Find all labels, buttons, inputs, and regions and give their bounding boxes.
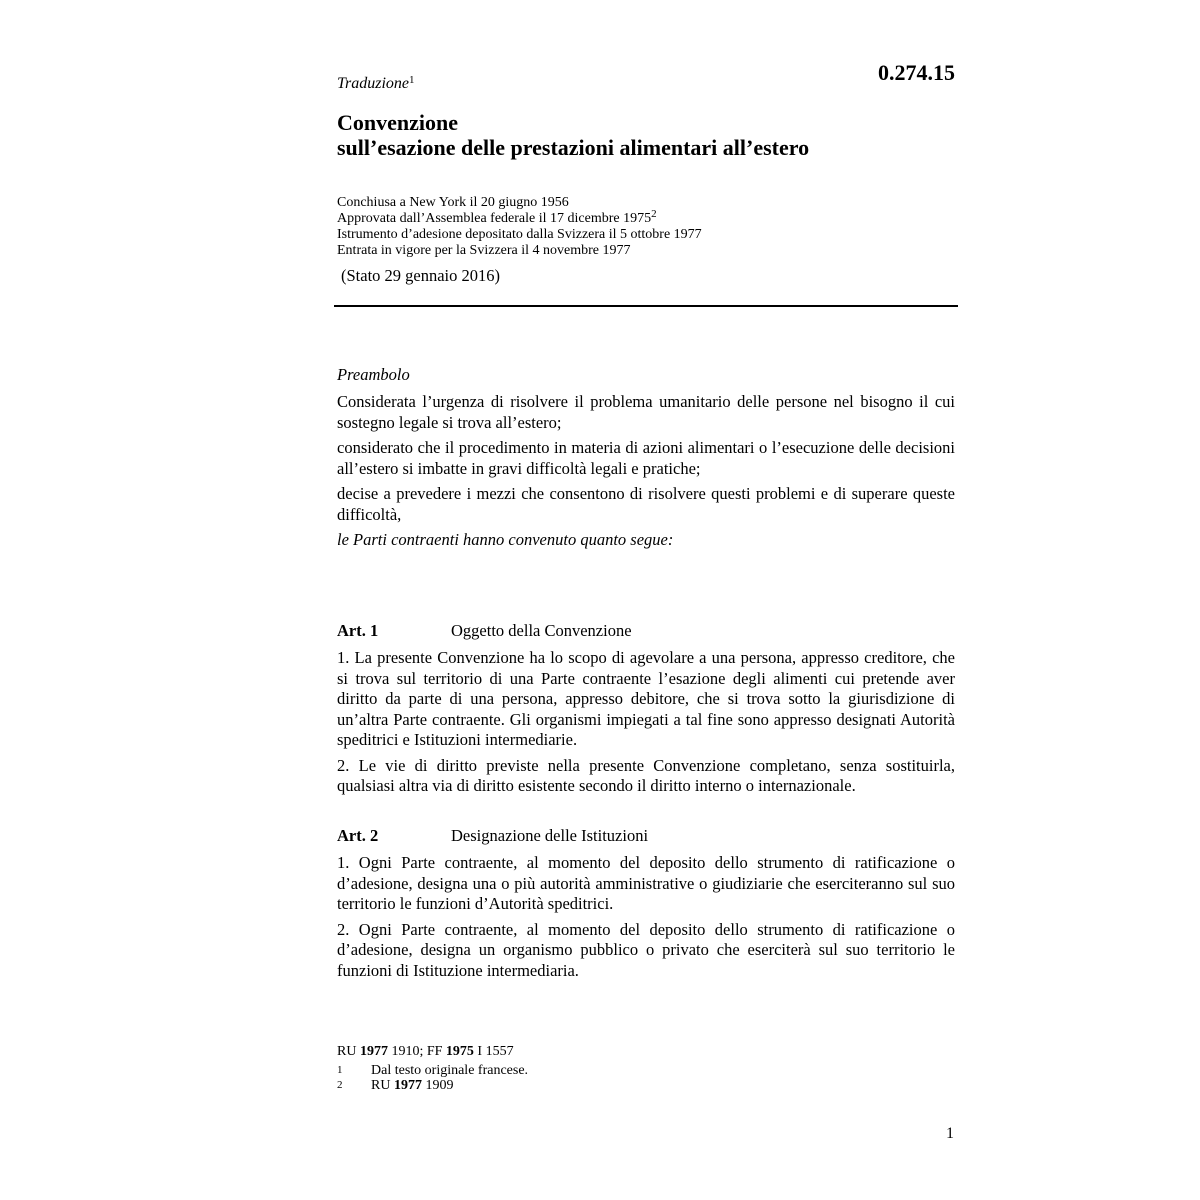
article-1-body	[337, 648, 955, 797]
meta-approved: Approvata dall’Assemblea federale il 17 dicembre 1975	[337, 211, 652, 226]
article-1-title: Oggetto della Convenzione	[451, 621, 632, 640]
translation-label	[337, 75, 415, 93]
title-line-1: Convenzione	[337, 110, 458, 135]
footnote-2-text	[371, 1078, 453, 1094]
meta-entry-into-force: Entrata in vigore per la Svizzera il 4 novembre 1977	[337, 243, 631, 258]
page-number: 1	[946, 1125, 954, 1142]
status-date: (Stato 29 gennaio 2016)	[341, 266, 501, 285]
ru-prefix: RU	[337, 1044, 360, 1059]
footnote-2-year: 1977	[393, 1078, 422, 1093]
preamble-paragraph: decise a prevedere i mezzi che consentono di risolvere questi problemi e di superare queste difficoltà,	[337, 484, 955, 524]
title-line-2: sull’esazione delle prestazioni alimentari all’estero	[337, 135, 810, 160]
article-2-paragraph-1: 1. Ogni Parte contraente, al momento del deposito dello strumento di ratificazione o d’adesione, designa una o più autorità amministrative o giudiziarie che eserciteranno sul suo territorio le funzioni d’Autorità speditrici.	[337, 853, 955, 913]
article-1-heading	[337, 621, 632, 641]
sr-number: 0.274.15	[878, 60, 955, 85]
preamble-paragraph: Considerata l’urgenza di risolvere il problema umanitario delle persone nel bisogno il cui sostegno legale si trova all’estero;	[337, 392, 955, 432]
meta-approved-line	[337, 208, 702, 227]
article-2-title: Designazione delle Istituzioni	[451, 826, 649, 845]
ff-year: 1975	[445, 1044, 474, 1059]
article-1-paragraph-2: 2. Le vie di diritto previste nella presente Convenzione completano, senza sostituirla, qualsiasi altra via di diritto esistente secondo il diritto interno o internazionale.	[337, 755, 955, 795]
article-2-paragraph-2: 2. Ogni Parte contraente, al momento del deposito dello strumento di ratificazione o d’adesione, designa un organismo pubblico o privato che eserciterà sul suo territorio le funzioni di Istituzione intermediaria.	[337, 919, 955, 980]
article-1-number: Art. 1	[337, 621, 379, 640]
footnote-2	[337, 1078, 528, 1094]
article-2-number: Art. 2	[337, 826, 379, 845]
article-2-heading	[337, 826, 648, 846]
translation-label-text: Traduzione	[337, 75, 410, 92]
preamble-paragraph: considerato che il procedimento in materia di azioni alimentari o l’esecuzione delle decisioni all’estero si imbatte in gravi difficoltà legali e pratiche;	[337, 438, 955, 478]
document-metadata	[337, 195, 702, 259]
footnote-2-mark: 2	[337, 1079, 343, 1091]
footnote-1-mark: 1	[337, 1063, 343, 1076]
ru-page: 1910; FF	[387, 1044, 446, 1059]
footnote-ref-2[interactable]: 2	[651, 208, 657, 220]
footnote-2-prefix: RU	[371, 1078, 394, 1093]
footnote-ref-1[interactable]: 1	[409, 74, 415, 86]
article-1-paragraph-1: 1. La presente Convenzione ha lo scopo di agevolare a una persona, appresso creditore, che si trova sul territorio di una Parte contraente l’esazione degli alimenti cui pretende aver diritto da parte di una persona, appresso debitore, che si trova sotto la giurisdizione di un’altra Parte contraente. Gli organismi impiegati a tal fine sono appresso designati Autorità speditrici e Istituzioni intermediarie.	[337, 648, 955, 749]
preamble-body	[337, 392, 955, 551]
meta-instrument: Istrumento d’adesione depositato dalla Svizzera il 5 ottobre 1977	[337, 227, 702, 242]
preamble-closing: le Parti contraenti hanno convenuto quanto segue:	[337, 530, 674, 549]
document-title	[337, 110, 809, 160]
official-references	[337, 1044, 528, 1060]
ru-year: 1977	[359, 1044, 388, 1059]
footnote-1	[337, 1063, 528, 1079]
article-2-body	[337, 853, 955, 981]
header-divider	[334, 305, 958, 307]
footnote-2-suffix: 1909	[421, 1078, 454, 1093]
preamble-heading: Preambolo	[337, 365, 410, 384]
ff-ref: I 1557	[473, 1044, 514, 1059]
footnotes	[337, 1044, 528, 1094]
footnote-1-text: Dal testo originale francese.	[371, 1062, 529, 1078]
meta-concluded: Conchiusa a New York il 20 giugno 1956	[337, 195, 569, 210]
